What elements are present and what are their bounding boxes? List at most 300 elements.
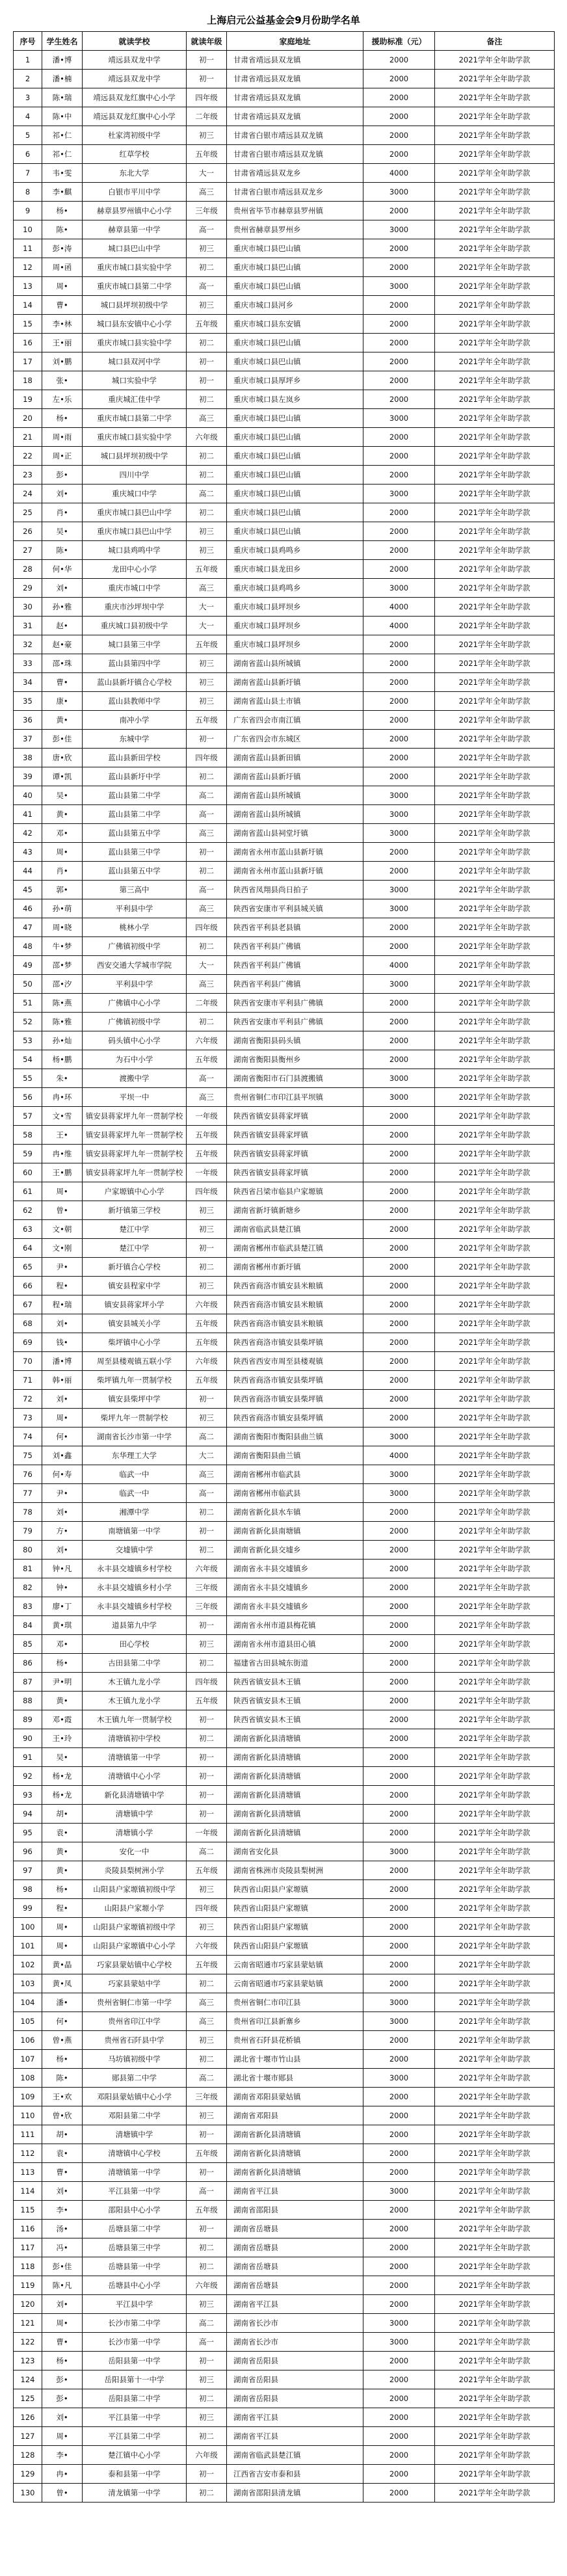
cell-index: 59 xyxy=(14,1145,42,1163)
table-row xyxy=(14,1201,555,1220)
cell-address: 重庆市城口县巴山镇 xyxy=(227,239,363,258)
cell-grade: 高二 xyxy=(187,1427,227,1446)
cell-student-name: 曹• xyxy=(42,296,83,315)
cell-school: 码头镇中心小学 xyxy=(83,1031,187,1050)
cell-grade: 初三 xyxy=(187,1277,227,1295)
cell-student-name: 尹•明 xyxy=(42,1673,83,1692)
cell-index: 5 xyxy=(14,126,42,145)
cell-grade: 初一 xyxy=(187,51,227,70)
cell-amount: 2000 xyxy=(363,315,435,334)
cell-amount: 3000 xyxy=(363,1427,435,1446)
cell-address: 湖南省新化县清塘镇 xyxy=(227,1824,363,1842)
cell-grade: 高三 xyxy=(187,824,227,843)
cell-remark: 2021学年全年助学款 xyxy=(435,786,555,805)
cell-grade: 三年级 xyxy=(187,1578,227,1597)
table-row xyxy=(14,881,555,899)
cell-address: 湖南省岳阳县 xyxy=(227,2389,363,2408)
cell-amount: 2000 xyxy=(363,692,435,711)
table-row xyxy=(14,503,555,522)
cell-student-name: 肖• xyxy=(42,862,83,881)
table-row xyxy=(14,2182,555,2201)
cell-amount: 3000 xyxy=(363,1993,435,2012)
cell-remark: 2021学年全年助学款 xyxy=(435,1880,555,1899)
cell-remark: 2021学年全年助学款 xyxy=(435,220,555,239)
cell-school: 岳塘县第二中学 xyxy=(83,2220,187,2238)
cell-student-name: 陈•凡 xyxy=(42,2276,83,2295)
table-row xyxy=(14,2446,555,2465)
cell-grade: 高二 xyxy=(187,2314,227,2333)
cell-school: 四川中学 xyxy=(83,466,187,485)
cell-amount: 2000 xyxy=(363,2389,435,2408)
cell-student-name: 肖• xyxy=(42,503,83,522)
cell-remark: 2021学年全年助学款 xyxy=(435,1069,555,1088)
table-row xyxy=(14,1786,555,1805)
cell-remark: 2021学年全年助学款 xyxy=(435,2352,555,2370)
cell-index: 66 xyxy=(14,1277,42,1295)
cell-address: 甘肃省靖远县双龙镇 xyxy=(227,51,363,70)
cell-index: 61 xyxy=(14,1182,42,1201)
cell-student-name: 方• xyxy=(42,1522,83,1541)
table-row xyxy=(14,1465,555,1484)
cell-student-name: 郭• xyxy=(42,881,83,899)
cell-student-name: 邓• xyxy=(42,824,83,843)
cell-school: 贵州省印江中学 xyxy=(83,2012,187,2031)
cell-amount: 3000 xyxy=(363,805,435,824)
cell-remark: 2021学年全年助学款 xyxy=(435,1220,555,1239)
cell-amount: 4000 xyxy=(363,617,435,635)
cell-student-name: 程•瑞 xyxy=(42,1295,83,1314)
cell-amount: 3000 xyxy=(363,1842,435,1861)
cell-remark: 2021学年全年助学款 xyxy=(435,1503,555,1522)
table-row xyxy=(14,1390,555,1409)
cell-grade: 初二 xyxy=(187,390,227,409)
cell-student-name: 唐•欣 xyxy=(42,749,83,767)
cell-address: 云南省昭通市巧家县蒙姑镇 xyxy=(227,1956,363,1974)
cell-address: 湖南省新化县清塘镇 xyxy=(227,1767,363,1786)
cell-student-name: 韩•丽 xyxy=(42,1371,83,1390)
cell-index: 79 xyxy=(14,1522,42,1541)
cell-address: 湖南省衡阳县曲兰镇 xyxy=(227,1446,363,1465)
cell-school: 平坝一中 xyxy=(83,1088,187,1107)
cell-school: 重庆市沙坪坝中学 xyxy=(83,598,187,617)
cell-school: 镇安县城关小学 xyxy=(83,1314,187,1333)
cell-grade: 高三 xyxy=(187,409,227,428)
cell-school: 岳塘县中心小学 xyxy=(83,2276,187,2295)
cell-grade: 五年级 xyxy=(187,145,227,164)
cell-remark: 2021学年全年助学款 xyxy=(435,2446,555,2465)
cell-school: 山阳县户家塬小学 xyxy=(83,1899,187,1918)
cell-school: 靖远县双龙红旗中心小学 xyxy=(83,88,187,107)
cell-address: 湖南省长沙市 xyxy=(227,2314,363,2333)
cell-amount: 2000 xyxy=(363,2408,435,2427)
cell-amount: 2000 xyxy=(363,1314,435,1333)
cell-remark: 2021学年全年助学款 xyxy=(435,1673,555,1692)
cell-remark: 2021学年全年助学款 xyxy=(435,1088,555,1107)
cell-amount: 2000 xyxy=(363,2201,435,2220)
cell-remark: 2021学年全年助学款 xyxy=(435,2220,555,2238)
cell-grade: 初三 xyxy=(187,1880,227,1899)
cell-remark: 2021学年全年助学款 xyxy=(435,315,555,334)
cell-index: 67 xyxy=(14,1295,42,1314)
cell-index: 29 xyxy=(14,579,42,598)
cell-school: 柴坪镇中心小学 xyxy=(83,1333,187,1352)
header-index: 序号 xyxy=(14,32,42,51)
cell-index: 9 xyxy=(14,202,42,220)
cell-index: 55 xyxy=(14,1069,42,1088)
cell-grade: 初一 xyxy=(187,1522,227,1541)
table-row xyxy=(14,1371,555,1390)
cell-student-name: 杨• xyxy=(42,2050,83,2069)
table-row xyxy=(14,654,555,673)
cell-amount: 2000 xyxy=(363,2125,435,2144)
cell-amount: 2000 xyxy=(363,1145,435,1163)
cell-school: 清塘镇第一中学 xyxy=(83,1748,187,1767)
cell-student-name: 潘• xyxy=(42,1993,83,2012)
cell-index: 36 xyxy=(14,711,42,730)
table-row xyxy=(14,1182,555,1201)
donation-sheet xyxy=(13,9,554,2503)
cell-index: 69 xyxy=(14,1333,42,1352)
cell-school: 南塘镇第一中学 xyxy=(83,1522,187,1541)
cell-remark: 2021学年全年助学款 xyxy=(435,390,555,409)
cell-student-name: 周• xyxy=(42,843,83,862)
table-row xyxy=(14,2370,555,2389)
cell-address: 湖南省郴州市临武县 xyxy=(227,1484,363,1503)
cell-school: 广佛镇初级中学 xyxy=(83,1013,187,1031)
cell-remark: 2021学年全年助学款 xyxy=(435,579,555,598)
cell-grade: 高三 xyxy=(187,1465,227,1484)
cell-remark: 2021学年全年助学款 xyxy=(435,126,555,145)
cell-school: 新圩镇合心学校 xyxy=(83,1258,187,1277)
cell-remark: 2021学年全年助学款 xyxy=(435,1427,555,1446)
cell-student-name: 彭•涛 xyxy=(42,239,83,258)
cell-grade: 初二 xyxy=(187,1974,227,1993)
table-row xyxy=(14,1842,555,1861)
cell-remark: 2021学年全年助学款 xyxy=(435,1616,555,1635)
cell-address: 陕西省山阳县户家塬镇 xyxy=(227,1880,363,1899)
table-row xyxy=(14,485,555,503)
cell-index: 18 xyxy=(14,371,42,390)
cell-student-name: 刘• xyxy=(42,1503,83,1522)
cell-remark: 2021学年全年助学款 xyxy=(435,1239,555,1258)
cell-amount: 2000 xyxy=(363,1220,435,1239)
cell-index: 107 xyxy=(14,2050,42,2069)
cell-student-name: 刘• xyxy=(42,2182,83,2201)
table-row xyxy=(14,183,555,202)
cell-index: 78 xyxy=(14,1503,42,1522)
cell-grade: 初二 xyxy=(187,1729,227,1748)
cell-address: 重庆市城口县龙田乡 xyxy=(227,560,363,579)
cell-amount: 4000 xyxy=(363,598,435,617)
cell-student-name: 汤• xyxy=(42,2220,83,2238)
cell-amount: 2000 xyxy=(363,1352,435,1371)
cell-school: 重庆市城口县实验中学 xyxy=(83,258,187,277)
cell-student-name: 韦•雯 xyxy=(42,164,83,183)
cell-address: 陕西省商洛市镇安县米粮镇 xyxy=(227,1314,363,1333)
cell-amount: 2000 xyxy=(363,503,435,522)
cell-grade: 四年级 xyxy=(187,1899,227,1918)
cell-student-name: 冉•环 xyxy=(42,1088,83,1107)
cell-grade: 初三 xyxy=(187,541,227,560)
cell-amount: 2000 xyxy=(363,1560,435,1578)
cell-amount: 2000 xyxy=(363,1616,435,1635)
cell-grade: 初三 xyxy=(187,692,227,711)
cell-school: 城口县第三中学 xyxy=(83,635,187,654)
cell-grade: 初三 xyxy=(187,1918,227,1937)
cell-grade: 高一 xyxy=(187,805,227,824)
cell-school: 木王镇九龙小学 xyxy=(83,1692,187,1710)
cell-grade: 初三 xyxy=(187,296,227,315)
cell-grade: 初三 xyxy=(187,522,227,541)
cell-index: 126 xyxy=(14,2408,42,2427)
cell-grade: 三年级 xyxy=(187,1597,227,1616)
cell-address: 陕西省商洛市镇安县米粮镇 xyxy=(227,1295,363,1314)
cell-remark: 2021学年全年助学款 xyxy=(435,2295,555,2314)
cell-index: 7 xyxy=(14,164,42,183)
cell-grade: 五年级 xyxy=(187,1314,227,1333)
cell-address: 湖南省蓝山县所城镇 xyxy=(227,805,363,824)
cell-school: 山阳县户家塬镇初级中学 xyxy=(83,1880,187,1899)
cell-school: 重庆市城口县第二中学 xyxy=(83,409,187,428)
cell-index: 15 xyxy=(14,315,42,334)
cell-remark: 2021学年全年助学款 xyxy=(435,1974,555,1993)
cell-amount: 2000 xyxy=(363,239,435,258)
cell-grade: 初二 xyxy=(187,2427,227,2446)
cell-amount: 2000 xyxy=(363,994,435,1013)
cell-remark: 2021学年全年助学款 xyxy=(435,2484,555,2503)
cell-remark: 2021学年全年助学款 xyxy=(435,1692,555,1710)
cell-student-name: 何• xyxy=(42,1427,83,1446)
cell-amount: 3000 xyxy=(363,220,435,239)
table-row xyxy=(14,1541,555,1560)
cell-grade: 初二 xyxy=(187,2389,227,2408)
cell-index: 53 xyxy=(14,1031,42,1050)
cell-school: 清塘镇小学 xyxy=(83,1824,187,1842)
cell-amount: 4000 xyxy=(363,1446,435,1465)
cell-school: 马坊镇初级中学 xyxy=(83,2050,187,2069)
cell-index: 17 xyxy=(14,352,42,371)
cell-student-name: 吴• xyxy=(42,786,83,805)
cell-index: 52 xyxy=(14,1013,42,1031)
cell-school: 泰和县第一中学 xyxy=(83,2465,187,2484)
cell-address: 贵州省铜仁市印江县 xyxy=(227,1993,363,2012)
table-row xyxy=(14,1050,555,1069)
cell-address: 陕西省安康市平利县广佛镇 xyxy=(227,994,363,1013)
cell-grade: 初三 xyxy=(187,654,227,673)
cell-amount: 2000 xyxy=(363,1974,435,1993)
cell-amount: 2000 xyxy=(363,1390,435,1409)
cell-student-name: 刘• xyxy=(42,1390,83,1409)
cell-remark: 2021学年全年助学款 xyxy=(435,239,555,258)
table-row xyxy=(14,88,555,107)
table-row xyxy=(14,975,555,994)
cell-index: 32 xyxy=(14,635,42,654)
cell-address: 重庆市城口县坪坝乡 xyxy=(227,617,363,635)
cell-index: 127 xyxy=(14,2427,42,2446)
cell-amount: 2000 xyxy=(363,1503,435,1522)
cell-student-name: 杨• xyxy=(42,409,83,428)
cell-remark: 2021学年全年助学款 xyxy=(435,2031,555,2050)
cell-address: 甘肃省白银市靖远县双龙乡 xyxy=(227,183,363,202)
table-row xyxy=(14,2257,555,2276)
cell-grade: 初二 xyxy=(187,937,227,956)
cell-remark: 2021学年全年助学款 xyxy=(435,164,555,183)
table-row xyxy=(14,635,555,654)
cell-amount: 2000 xyxy=(363,2465,435,2484)
cell-index: 72 xyxy=(14,1390,42,1409)
cell-amount: 3000 xyxy=(363,2314,435,2333)
cell-student-name: 钱• xyxy=(42,1333,83,1352)
cell-address: 陕西省平利县广佛镇 xyxy=(227,956,363,975)
cell-address: 湖南省岳塘县 xyxy=(227,2220,363,2238)
cell-address: 陕西省吕梁市临县户家塬镇 xyxy=(227,1182,363,1201)
cell-remark: 2021学年全年助学款 xyxy=(435,1201,555,1220)
cell-grade: 初二 xyxy=(187,2484,227,2503)
cell-remark: 2021学年全年助学款 xyxy=(435,2314,555,2333)
cell-amount: 2000 xyxy=(363,1333,435,1352)
cell-amount: 2000 xyxy=(363,2352,435,2370)
cell-amount: 2000 xyxy=(363,1013,435,1031)
cell-index: 8 xyxy=(14,183,42,202)
cell-address: 湖南省新圩镇新塘乡 xyxy=(227,1201,363,1220)
table-row xyxy=(14,956,555,975)
table-row xyxy=(14,730,555,749)
cell-address: 湖南省新化县清塘镇 xyxy=(227,1805,363,1824)
cell-grade: 初一 xyxy=(187,2465,227,2484)
cell-school: 重庆市城口中学 xyxy=(83,579,187,598)
cell-grade: 六年级 xyxy=(187,2276,227,2295)
table-row xyxy=(14,1126,555,1145)
table-row xyxy=(14,277,555,296)
cell-amount: 2000 xyxy=(363,88,435,107)
cell-remark: 2021学年全年助学款 xyxy=(435,956,555,975)
cell-index: 49 xyxy=(14,956,42,975)
cell-amount: 2000 xyxy=(363,1258,435,1277)
cell-school: 广佛镇中心小学 xyxy=(83,994,187,1013)
cell-student-name: 杨•龙 xyxy=(42,1786,83,1805)
cell-amount: 2000 xyxy=(363,258,435,277)
cell-amount: 4000 xyxy=(363,164,435,183)
cell-remark: 2021学年全年助学款 xyxy=(435,2163,555,2182)
cell-school: 平江县第二中学 xyxy=(83,2427,187,2446)
cell-amount: 2000 xyxy=(363,1918,435,1937)
cell-address: 重庆市城口县坪坝乡 xyxy=(227,598,363,617)
cell-grade: 五年级 xyxy=(187,1126,227,1145)
cell-grade: 高二 xyxy=(187,485,227,503)
cell-remark: 2021学年全年助学款 xyxy=(435,1541,555,1560)
cell-address: 湖南省安化县 xyxy=(227,1842,363,1861)
cell-index: 68 xyxy=(14,1314,42,1333)
cell-amount: 2000 xyxy=(363,2238,435,2257)
cell-amount: 2000 xyxy=(363,51,435,70)
cell-school: 重庆城口中学 xyxy=(83,485,187,503)
table-row xyxy=(14,1295,555,1314)
cell-amount: 3000 xyxy=(363,881,435,899)
cell-address: 湖南省永州市蓝山县新圩镇 xyxy=(227,843,363,862)
cell-student-name: 王• xyxy=(42,1126,83,1145)
cell-index: 112 xyxy=(14,2144,42,2163)
cell-grade: 五年级 xyxy=(187,560,227,579)
cell-remark: 2021学年全年助学款 xyxy=(435,843,555,862)
cell-amount: 2000 xyxy=(363,918,435,937)
cell-index: 30 xyxy=(14,598,42,617)
cell-remark: 2021学年全年助学款 xyxy=(435,296,555,315)
cell-remark: 2021学年全年助学款 xyxy=(435,1993,555,2012)
cell-grade: 高三 xyxy=(187,579,227,598)
cell-grade: 初二 xyxy=(187,258,227,277)
table-row xyxy=(14,315,555,334)
cell-school: 柴坪九年一贯制学校 xyxy=(83,1409,187,1427)
cell-student-name: 黄• xyxy=(42,1692,83,1710)
cell-school: 东城中学 xyxy=(83,730,187,749)
cell-amount: 2000 xyxy=(363,1805,435,1824)
header-student-name: 学生姓名 xyxy=(42,32,83,51)
cell-address: 湖南省平江县 xyxy=(227,2408,363,2427)
cell-amount: 2000 xyxy=(363,1277,435,1295)
cell-index: 75 xyxy=(14,1446,42,1465)
cell-grade: 高三 xyxy=(187,975,227,994)
cell-address: 重庆市城口县巴山镇 xyxy=(227,409,363,428)
table-row xyxy=(14,1956,555,1974)
cell-index: 71 xyxy=(14,1371,42,1390)
cell-remark: 2021学年全年助学款 xyxy=(435,541,555,560)
cell-school: 西安交通大学城市学院 xyxy=(83,956,187,975)
cell-remark: 2021学年全年助学款 xyxy=(435,277,555,296)
cell-address: 陕西省商洛市镇安县柴坪镇 xyxy=(227,1371,363,1390)
cell-address: 陕西省平利县广佛镇 xyxy=(227,975,363,994)
cell-remark: 2021学年全年助学款 xyxy=(435,1597,555,1616)
cell-address: 云南省昭通市巧家县蒙姑镇 xyxy=(227,1974,363,1993)
cell-address: 贵州省毕节市赫章县罗州镇 xyxy=(227,202,363,220)
cell-grade: 五年级 xyxy=(187,1333,227,1352)
cell-address: 陕西省安康市平利县广佛镇 xyxy=(227,1013,363,1031)
cell-student-name: 陈•雅 xyxy=(42,1013,83,1031)
cell-student-name: 邵•汐 xyxy=(42,975,83,994)
cell-student-name: 黄• xyxy=(42,1861,83,1880)
cell-index: 38 xyxy=(14,749,42,767)
table-row xyxy=(14,1673,555,1692)
cell-school: 重庆城汇佳中学 xyxy=(83,390,187,409)
cell-address: 重庆市城口县巴山镇 xyxy=(227,466,363,485)
cell-student-name: 钟• xyxy=(42,1578,83,1597)
cell-address: 陕西省山阳县户家塬镇 xyxy=(227,1918,363,1937)
table-row xyxy=(14,2484,555,2503)
cell-student-name: 祁•仁 xyxy=(42,126,83,145)
cell-grade: 五年级 xyxy=(187,2201,227,2220)
cell-grade: 六年级 xyxy=(187,1352,227,1371)
cell-school: 邓阳县蒙姑镇中心小学 xyxy=(83,2088,187,2106)
cell-student-name: 王•玲 xyxy=(42,1729,83,1748)
table-row xyxy=(14,2050,555,2069)
cell-school: 镇安县柴坪中学 xyxy=(83,1390,187,1409)
cell-index: 27 xyxy=(14,541,42,560)
cell-amount: 2000 xyxy=(363,1409,435,1427)
cell-school: 木王镇九龙小学 xyxy=(83,1673,187,1692)
table-row xyxy=(14,617,555,635)
cell-school: 田心学校 xyxy=(83,1635,187,1654)
cell-student-name: 黄•凤 xyxy=(42,1974,83,1993)
cell-grade: 大一 xyxy=(187,617,227,635)
cell-address: 甘肃省靖远县双龙镇 xyxy=(227,70,363,88)
cell-student-name: 周• xyxy=(42,2427,83,2446)
cell-school: 长沙市第一中学 xyxy=(83,2333,187,2352)
cell-index: 97 xyxy=(14,1861,42,1880)
cell-address: 湖南省平江县 xyxy=(227,2295,363,2314)
cell-index: 129 xyxy=(14,2465,42,2484)
table-row xyxy=(14,258,555,277)
table-row xyxy=(14,767,555,786)
cell-index: 83 xyxy=(14,1597,42,1616)
